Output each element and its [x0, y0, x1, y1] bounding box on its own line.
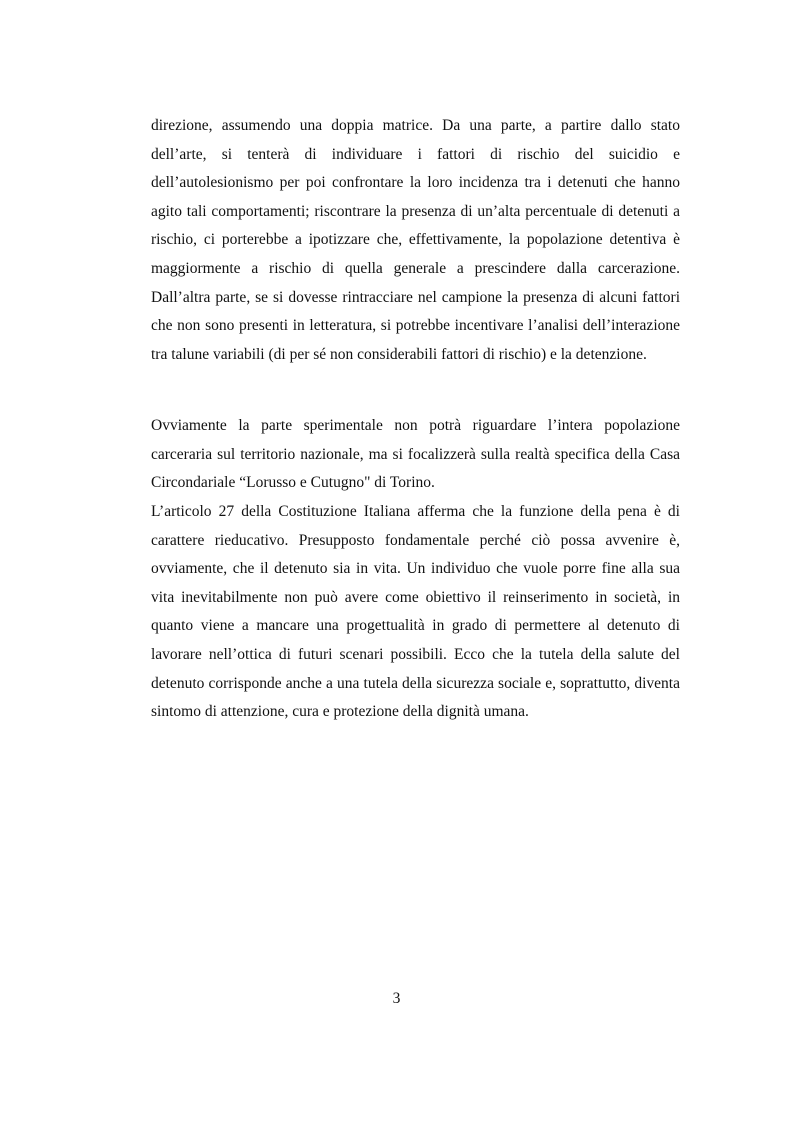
body-paragraph-3: L’articolo 27 della Costituzione Italiana afferma che la funzione della pena è di carattere rieducativo. Presupposto fondamentale perché ciò possa avvenire è, ovviamente, che il detenuto sia in vita. Un individuo che vuole porre fine alla sua vita inevitabilmente non può avere come obiettivo il reinserimento in società, in quanto viene a mancare una progettualità in grado di permettere al detenuto di lavorare nell’ottica di futuri scenari possibili. Ecco che la tutela della salute del detenuto corrisponde anche a una tutela della sicurezza sociale e, soprattutto, diventa sintomo di attenzione, cura e protezione della dignità umana. — [151, 503, 680, 721]
body-paragraph-1: direzione, assumendo una doppia matrice. Da una parte, a partire dallo stato dell’arte, si tenterà di individuare i fattori di rischio del suicidio e dell’autolesionismo per poi confrontare la loro incidenza tra i detenuti che hanno agito tali comportamenti; riscontrare la presenza di un’alta percentuale di detenuti a rischio, ci porterebbe a ipotizzare che, effettivamente, la popolazione detentiva è maggiormente a rischio di quella generale a prescindere dalla carcerazione. Dall’altra parte, se si dovesse rintracciare nel campione la presenza di alcuni fattori che non sono presenti in letteratura, si potrebbe incentivare l’analisi dell’interazione tra talune variabili (di per sé non considerabili fattori di rischio) e la detenzione. — [151, 117, 680, 363]
page-number: 3 — [392, 990, 401, 1007]
body-paragraph-2: Ovviamente la parte sperimentale non potrà riguardare l’intera popolazione carceraria sul territorio nazionale, ma si focalizzerà sulla realtà specifica della Casa Circondariale “Lorusso e Cutugno" di Torino. — [151, 417, 680, 492]
